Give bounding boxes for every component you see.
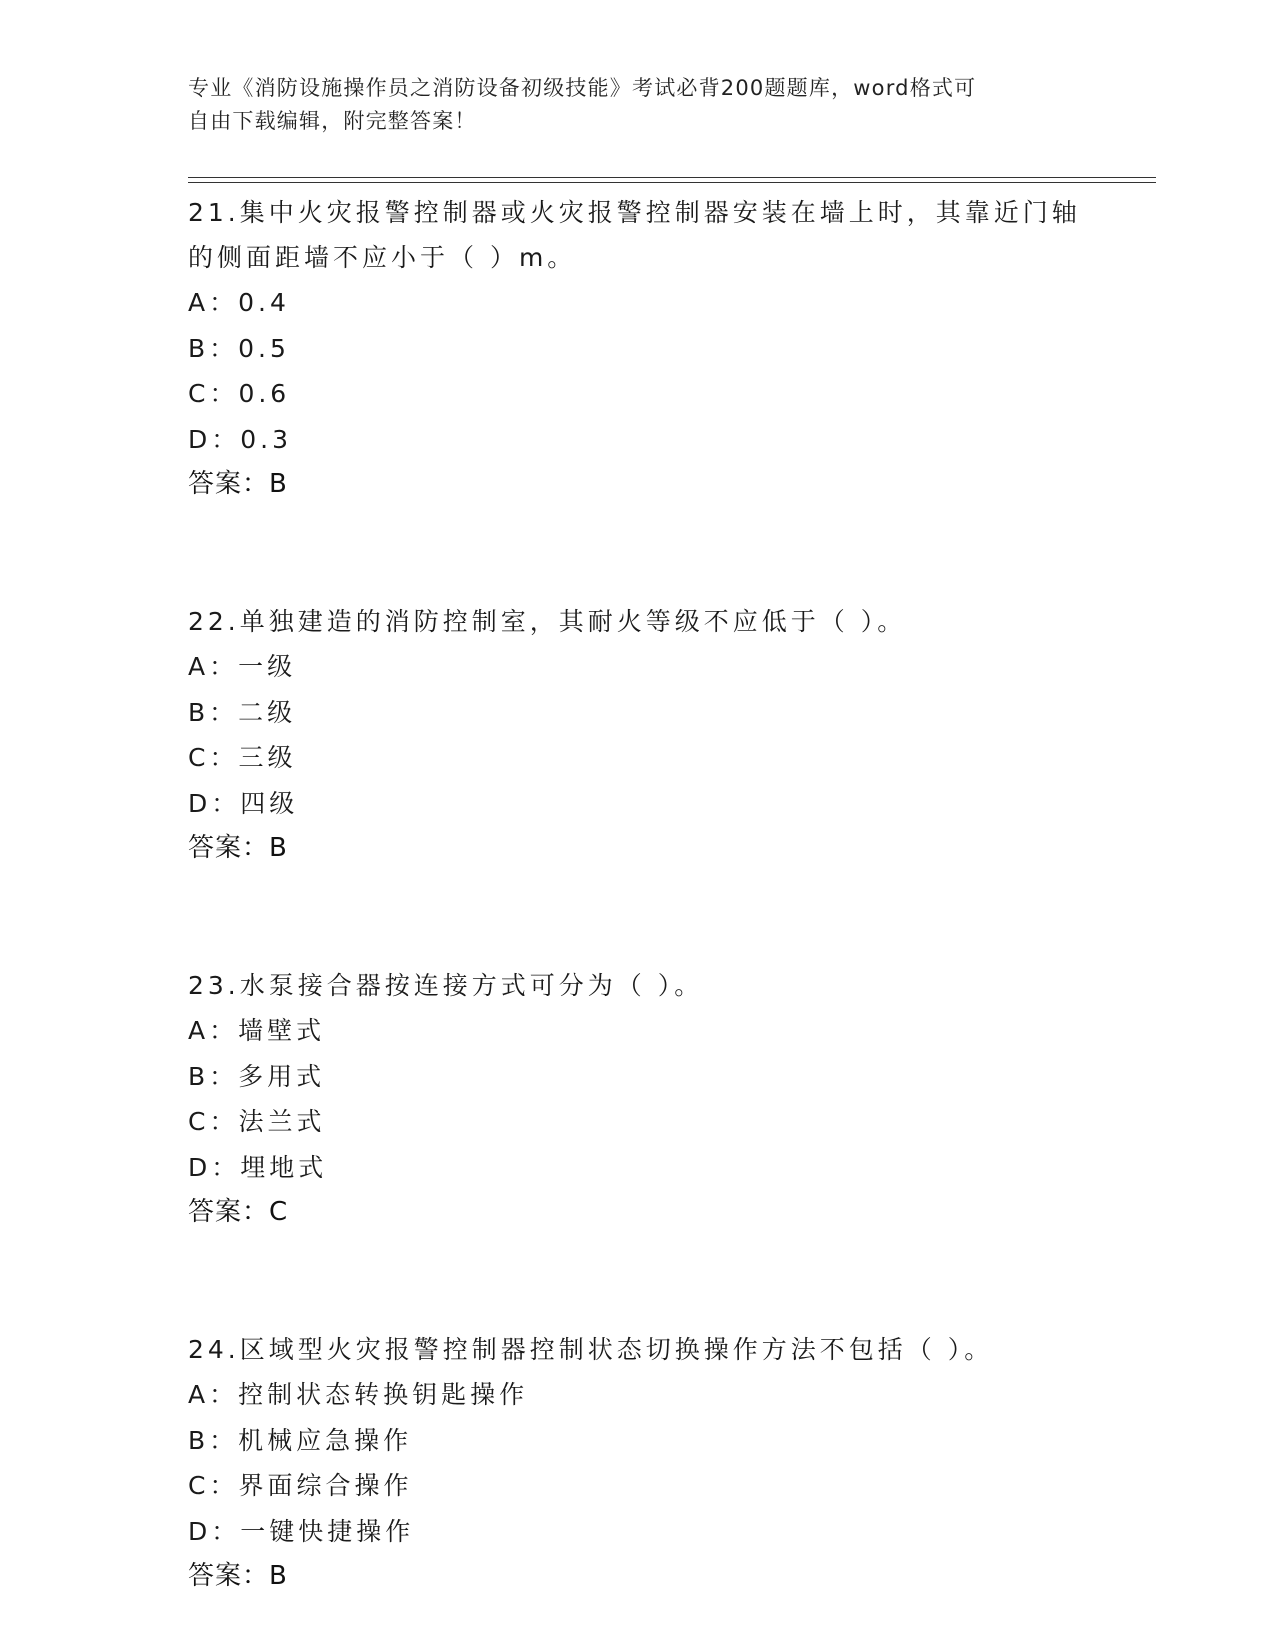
question-list bbox=[188, 190, 1088, 1599]
option-c: C：界面综合操作 bbox=[188, 1471, 413, 1500]
option-d: D：0.3 bbox=[188, 424, 293, 454]
question-23 bbox=[188, 963, 1088, 1235]
option-a: A：0.4 bbox=[188, 288, 290, 317]
option-b: B：多用式 bbox=[188, 1061, 326, 1091]
option-c: C：0.6 bbox=[188, 379, 291, 408]
option-d: D：一键快捷操作 bbox=[188, 1516, 415, 1546]
question-stem-line: 的侧面距墙不应小于（ ）m。 bbox=[188, 243, 577, 272]
option-b: B：机械应急操作 bbox=[188, 1425, 413, 1455]
option-c: C：三级 bbox=[188, 743, 297, 772]
question-spacer bbox=[188, 1235, 1088, 1327]
question-spacer bbox=[188, 871, 1088, 963]
answer-key: 答案：B bbox=[188, 469, 288, 499]
option-b: B：二级 bbox=[188, 697, 297, 727]
question-stem-line: 23.水泵接合器按连接方式可分为（ ）。 bbox=[188, 971, 704, 1000]
question-24 bbox=[188, 1327, 1088, 1599]
question-22 bbox=[188, 599, 1088, 871]
question-spacer bbox=[188, 507, 1088, 599]
answer-key: 答案：C bbox=[188, 1197, 289, 1227]
header-line-1: 专业《消防设施操作员之消防设备初级技能》考试必背200题题库，word格式可 bbox=[188, 76, 977, 100]
answer-key: 答案：B bbox=[188, 833, 288, 863]
question-stem-line: 21.集中火灾报警控制器或火灾报警控制器安装在墙上时，其靠近门轴 bbox=[188, 198, 1081, 227]
option-a: A：一级 bbox=[188, 652, 297, 681]
option-c: C：法兰式 bbox=[188, 1107, 326, 1136]
header-divider-bottom bbox=[188, 182, 1156, 183]
header-line-2: 自由下载编辑，附完整答案！ bbox=[188, 109, 477, 133]
header-divider-top bbox=[188, 177, 1156, 178]
question-stem-line: 24.区域型火灾报警控制器控制状态切换操作方法不包括（ ）。 bbox=[188, 1335, 994, 1364]
question-21 bbox=[188, 190, 1088, 507]
option-d: D：埋地式 bbox=[188, 1152, 328, 1182]
option-d: D：四级 bbox=[188, 788, 299, 818]
document-header bbox=[188, 72, 1088, 138]
option-b: B：0.5 bbox=[188, 333, 290, 363]
answer-key: 答案：B bbox=[188, 1561, 288, 1591]
question-stem-line: 22.单独建造的消防控制室，其耐火等级不应低于（ ）。 bbox=[188, 607, 907, 636]
option-a: A：墙壁式 bbox=[188, 1016, 326, 1045]
option-a: A：控制状态转换钥匙操作 bbox=[188, 1380, 529, 1409]
